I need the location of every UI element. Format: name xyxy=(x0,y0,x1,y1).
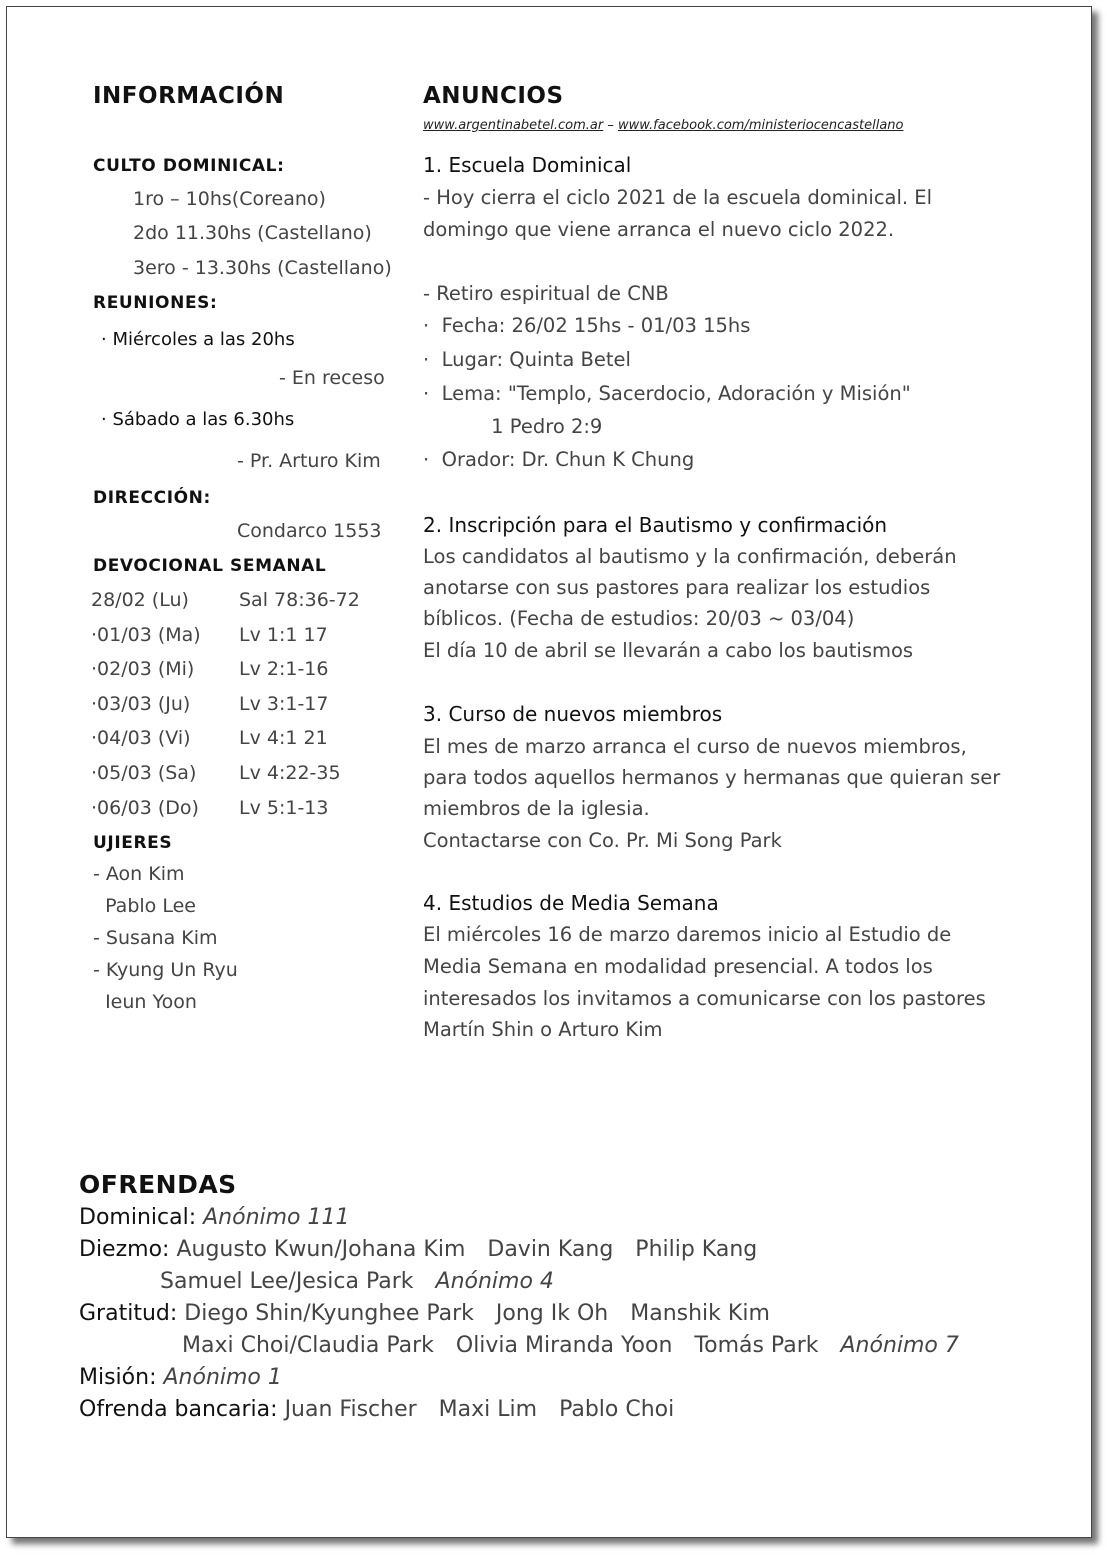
ofrenda-mision xyxy=(79,1365,282,1390)
ofrendas-title: OFRENDAS xyxy=(79,1170,237,1199)
devocional-date: ·01/03 (Ma) xyxy=(91,624,201,646)
devocional-date: ·03/03 (Ju) xyxy=(91,693,191,715)
anuncio-line: · Fecha: 26/02 15hs - 01/03 15hs xyxy=(423,314,751,337)
ofrenda-name: Augusto Kwun/Johana Kim xyxy=(176,1237,466,1262)
informacion-title: INFORMACIÓN xyxy=(93,83,285,109)
devocional-title: DEVOCIONAL SEMANAL xyxy=(93,556,327,576)
anuncios-links xyxy=(423,118,904,133)
reuniones-title: REUNIONES: xyxy=(93,293,218,313)
ujier-name: Ieun Yoon xyxy=(93,991,197,1013)
anuncio-line: domingo que viene arranca el nuevo ciclo 2022. xyxy=(423,218,895,241)
ofrenda-label: Gratitud: xyxy=(79,1301,178,1326)
ofrenda-name: Davin Kang xyxy=(487,1237,614,1262)
devocional-ref: Lv 4:1 21 xyxy=(239,727,328,749)
direccion-title: DIRECCIÓN: xyxy=(93,488,211,508)
devocional-ref: Lv 2:1-16 xyxy=(239,658,329,680)
anuncio-line: · Lema: "Templo, Sacerdocio, Adoración y Misión" xyxy=(423,382,911,405)
anuncio-line: interesados los invitamos a comunicarse con los pastores xyxy=(423,987,986,1010)
devocional-date: ·06/03 (Do) xyxy=(91,797,199,819)
ofrenda-label: Ofrenda bancaria: xyxy=(79,1397,278,1422)
ofrenda-label: Dominical: xyxy=(79,1205,197,1230)
anuncio-4-title: 4. Estudios de Media Semana xyxy=(423,891,719,915)
ofrenda-name: Maxi Lim xyxy=(438,1397,538,1422)
anuncio-1-title: 1. Escuela Dominical xyxy=(423,153,632,177)
anuncio-line: Martín Shin o Arturo Kim xyxy=(423,1018,663,1041)
culto-line: 1ro – 10hs(Coreano) xyxy=(133,188,326,210)
devocional-ref: Lv 3:1-17 xyxy=(239,693,329,715)
anuncio-line: · Orador: Dr. Chun K Chung xyxy=(423,448,695,471)
ofrenda-bancaria xyxy=(79,1397,674,1422)
ofrenda-name: Diego Shin/Kyunghee Park xyxy=(184,1301,474,1326)
reunion-note: - En receso xyxy=(279,367,385,389)
devocional-date: ·02/03 (Mi) xyxy=(91,658,195,680)
ujier-name: - Susana Kim xyxy=(93,927,218,949)
ujier-name: - Kyung Un Ryu xyxy=(93,959,238,981)
culto-title: CULTO DOMINICAL: xyxy=(93,156,285,176)
ofrenda-diezmo-cont xyxy=(160,1269,554,1294)
culto-line: 2do 11.30hs (Castellano) xyxy=(133,222,372,244)
anuncio-line: Contactarse con Co. Pr. Mi Song Park xyxy=(423,829,782,852)
anuncio-line: - Retiro espiritual de CNB xyxy=(423,282,669,305)
facebook-link[interactable]: www.facebook.com/ministeriocencastellano xyxy=(617,118,904,133)
ofrenda-dominical xyxy=(79,1205,350,1230)
ujier-name: - Aon Kim xyxy=(93,863,185,885)
anuncio-line: miembros de la iglesia. xyxy=(423,797,650,820)
ofrenda-gratitud xyxy=(79,1301,770,1326)
anuncio-line: Los candidatos al bautismo y la confirmación, deberán xyxy=(423,545,957,568)
ofrenda-name: Anónimo 111 xyxy=(203,1205,350,1230)
ofrenda-diezmo xyxy=(79,1237,757,1262)
ofrenda-label: Diezmo: xyxy=(79,1237,170,1262)
culto-line: 3ero - 13.30hs (Castellano) xyxy=(133,257,392,279)
devocional-ref: Sal 78:36-72 xyxy=(239,589,360,611)
anuncio-2-title: 2. Inscripción para el Bautismo y confirmación xyxy=(423,513,888,537)
ofrenda-name: Olivia Miranda Yoon xyxy=(455,1333,673,1358)
ofrenda-name: Manshik Kim xyxy=(630,1301,770,1326)
ofrenda-name: Samuel Lee/Jesica Park xyxy=(160,1269,414,1294)
anuncio-line: anotarse con sus pastores para realizar los estudios xyxy=(423,576,931,599)
anuncio-line: El miércoles 16 de marzo daremos inicio al Estudio de xyxy=(423,923,952,946)
anuncios-title: ANUNCIOS xyxy=(423,83,564,109)
ofrenda-name: Juan Fischer xyxy=(284,1397,417,1422)
devocional-ref: Lv 1:1 17 xyxy=(239,624,328,646)
devocional-ref: Lv 5:1-13 xyxy=(239,797,329,819)
link-separator: – xyxy=(603,118,618,133)
anuncio-line: 1 Pedro 2:9 xyxy=(423,415,603,438)
reunion-item: · Miércoles a las 20hs xyxy=(101,329,295,350)
anuncio-line: · Lugar: Quinta Betel xyxy=(423,348,631,371)
reunion-item: · Sábado a las 6.30hs xyxy=(101,409,295,430)
devocional-ref: Lv 4:22-35 xyxy=(239,762,341,784)
reunion-note: - Pr. Arturo Kim xyxy=(237,450,381,472)
bulletin-page xyxy=(6,6,1092,1538)
ofrenda-name: Pablo Choi xyxy=(559,1397,675,1422)
ujieres-title: UJIERES xyxy=(93,833,173,853)
anuncio-line: - Hoy cierra el ciclo 2021 de la escuela dominical. El xyxy=(423,186,933,209)
anuncio-3-title: 3. Curso de nuevos miembros xyxy=(423,702,723,726)
ofrenda-label: Misión: xyxy=(79,1365,157,1390)
anuncio-line: El mes de marzo arranca el curso de nuevos miembros, xyxy=(423,735,967,758)
anuncio-line: para todos aquellos hermanos y hermanas que quieran ser xyxy=(423,766,1001,789)
ofrenda-gratitud-cont xyxy=(182,1333,959,1358)
ujier-name: Pablo Lee xyxy=(93,895,196,917)
direccion-value: Condarco 1553 xyxy=(237,520,382,542)
anuncio-line: bíblicos. (Fecha de estudios: 20/03 ~ 03/04) xyxy=(423,607,855,630)
ofrenda-name: Anónimo 1 xyxy=(163,1365,282,1390)
ofrenda-name: Anónimo 4 xyxy=(435,1269,554,1294)
anuncio-line: Media Semana en modalidad presencial. A todos los xyxy=(423,955,933,978)
ofrenda-name: Tomás Park xyxy=(694,1333,819,1358)
devocional-date: 28/02 (Lu) xyxy=(91,589,189,611)
ofrenda-name: Philip Kang xyxy=(635,1237,758,1262)
devocional-date: ·05/03 (Sa) xyxy=(91,762,197,784)
ofrenda-name: Maxi Choi/Claudia Park xyxy=(182,1333,434,1358)
anuncio-line: El día 10 de abril se llevarán a cabo los bautismos xyxy=(423,639,914,662)
website-link[interactable]: www.argentinabetel.com.ar xyxy=(423,118,604,133)
ofrenda-name: Jong Ik Oh xyxy=(495,1301,609,1326)
devocional-date: ·04/03 (Vi) xyxy=(91,727,191,749)
ofrenda-name: Anónimo 7 xyxy=(840,1333,959,1358)
